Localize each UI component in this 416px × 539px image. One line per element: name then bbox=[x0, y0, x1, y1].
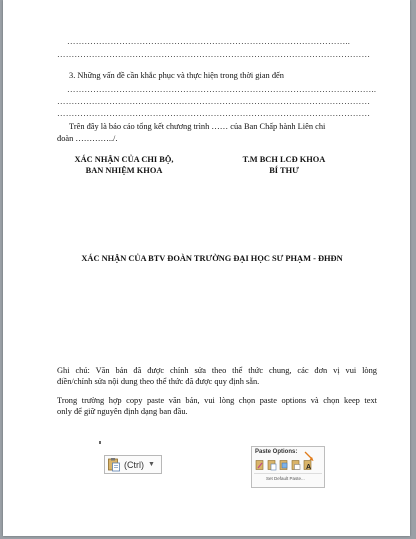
dotted-line: ……………………………………………………………………………………………… bbox=[57, 96, 371, 106]
note-2-line-2: only để giữ nguyên định dạng ban đầu. bbox=[57, 407, 188, 416]
note-1 bbox=[57, 365, 377, 387]
svg-text:A: A bbox=[306, 464, 312, 471]
signature-right-line-1: T.M BCH LCĐ KHOA bbox=[242, 155, 326, 164]
closing-line-2: đoàn …………../. bbox=[57, 134, 118, 143]
pointer-arrow-icon bbox=[303, 451, 317, 465]
use-destination-styles-icon[interactable] bbox=[291, 458, 301, 470]
signature-left-line-2: BAN NHIỆM KHOA bbox=[85, 166, 163, 175]
paste-options-title: Paste Options: bbox=[255, 449, 298, 455]
divider bbox=[254, 473, 322, 474]
note-2-line-1: Trong trường hợp copy paste văn bản, vui lòng chọn paste options và chọn keep text bbox=[57, 396, 377, 405]
keep-source-formatting-icon[interactable] bbox=[255, 458, 265, 470]
dotted-line: ……………………………………………………………………………………………… bbox=[57, 49, 371, 59]
closing-line-1: Trên đây là báo cáo tổng kết chương trình …… của Ban Chấp hành Liên chi bbox=[69, 122, 326, 131]
dotted-line: …………………………………………………………………………………………….. bbox=[67, 84, 377, 94]
paste-ctrl-button[interactable] bbox=[104, 455, 162, 474]
signature-left-line-1: XÁC NHẬN CỦA CHI BỘ, bbox=[74, 155, 174, 164]
dotted-line: ……………………………………………………………………………………………… bbox=[57, 108, 371, 118]
document-page bbox=[3, 0, 410, 536]
signature-right-line-2: BÍ THƯ bbox=[269, 166, 299, 175]
picture-icon[interactable] bbox=[279, 458, 289, 470]
chevron-down-icon: ▼ bbox=[148, 461, 155, 468]
confirmation-heading: XÁC NHẬN CỦA BTV ĐOÀN TRƯỜNG ĐẠI HỌC SƯ PHẠM - ĐHĐN bbox=[81, 254, 343, 263]
set-default-paste-link[interactable]: Set Default Paste... bbox=[266, 476, 305, 481]
section-3-heading: 3. Những vấn đề cần khắc phục và thực hiện trong thời gian đến bbox=[69, 71, 284, 80]
cursor-mark bbox=[99, 441, 101, 444]
dotted-line: …………………………………………………………………………………….. bbox=[67, 36, 351, 46]
note-1-line-2: điền/chỉnh sửa nội dung theo thể thức đã được quy định sẵn. bbox=[57, 377, 260, 386]
note-1-line-1: Ghi chú: Văn bản đã được chỉnh sửa theo thể thức chung, các đơn vị vui lòng bbox=[57, 366, 377, 375]
merge-formatting-icon[interactable] bbox=[267, 458, 277, 470]
clipboard-icon bbox=[107, 457, 121, 472]
note-2 bbox=[57, 395, 377, 417]
paste-ctrl-label: (Ctrl) bbox=[124, 459, 144, 470]
